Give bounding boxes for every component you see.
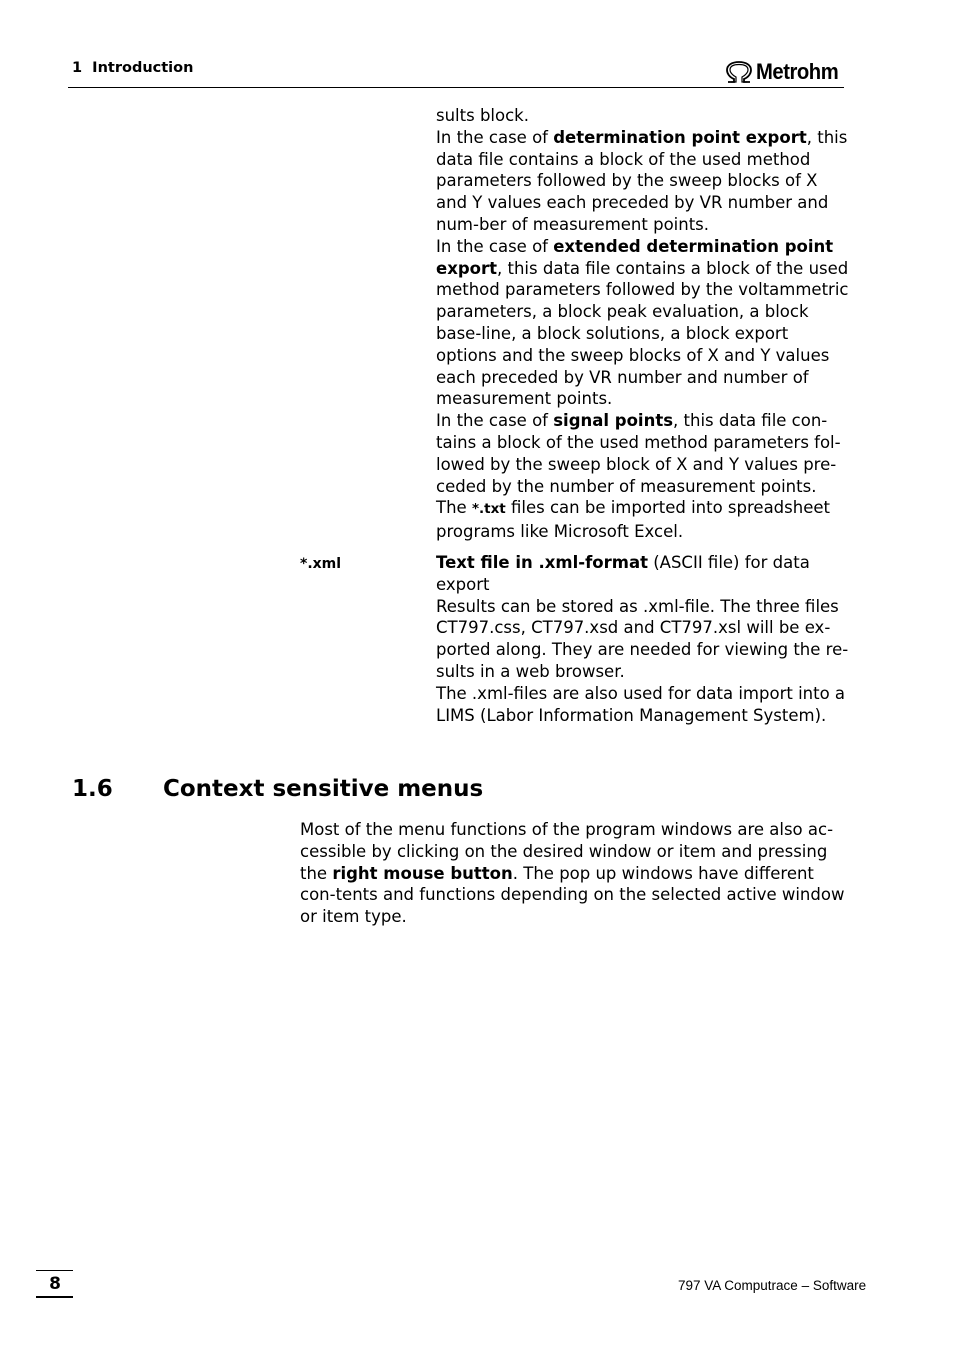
xml-lims-paragraph: The .xml-files are also used for data import into a LIMS (Labor Information Management System). [436,683,846,725]
dp-bold: determination point export [553,127,807,147]
txt-pre: The [436,498,472,518]
ext-rest: , this data file contains a block of the used method parameters followed by the voltammetric parameters, a block peak evaluation, a block base-line, a block solutions, a block export options and the sweep blocks of X and Y values each preceded by VR number and number of measurement points. [436,258,849,409]
dp-pre: In the case of [436,127,554,147]
xml-title-bold: Text file in .xml-format [436,553,648,572]
page-number-rule [36,1296,73,1298]
sec-pre: Most of the menu functions of the program windows are also ac-cessible by clicking on the desired window or item and pressing the [300,820,834,883]
section-title: Context sensitive menus [163,776,484,802]
xml-description [436,552,851,726]
page-number: 8 [49,1274,61,1294]
txt-import-paragraph [436,497,851,543]
ext-pre: In the case of [436,236,554,256]
brand-logo [724,58,845,86]
xml-title-rest: (ASCII file) for data export [436,553,810,594]
page-number-rule-top [36,1270,73,1271]
section-paragraph [300,819,852,928]
section-number: 1.6 [72,776,113,802]
sec-rest: . The pop up windows have different con-tents and functions depending on the selected active window or item type. [300,863,845,927]
sults-line: sults block. [436,106,529,125]
sig-bold: signal points [553,411,674,431]
txt-rest: files can be imported into spreadsheet programs like Microsoft Excel. [436,498,830,542]
chapter-header: 1 Introduction [72,60,194,76]
sec-bold: right mouse button [332,863,513,883]
sig-pre: In the case of [436,411,554,431]
signal-points-paragraph [436,410,851,497]
xml-results-paragraph: Results can be stored as .xml-file. The three files CT797.css, CT797.xsd and CT797.xsl will be ex-ported along. They are needed for viewing the re-sults in a web browser. [436,596,849,681]
sig-rest: , this data file con-tains a block of the used method parameters fol-lowed by the sweep block of X and Y values pre-ceded by the number of measurement points. [436,411,841,496]
txt-description [436,105,851,543]
omega-logo-icon [724,60,754,84]
txt-code: *.txt [471,501,506,518]
dp-rest: , this data file contains a block of the used method parameters followed by the sweep blocks of X and Y values each preceded by VR number and num-ber of measurement points. [436,127,848,234]
xml-title-paragraph [436,552,851,596]
determination-point-paragraph [436,127,851,236]
section-body [300,819,852,928]
extended-determination-paragraph [436,236,851,410]
xml-term: *.xml [300,556,342,572]
ext-bold: extended determination point export [436,236,834,278]
footer-product: 797 VA Computrace – Software [678,1278,867,1293]
brand-name: Metrohm [756,59,839,84]
header-rule [68,87,844,88]
